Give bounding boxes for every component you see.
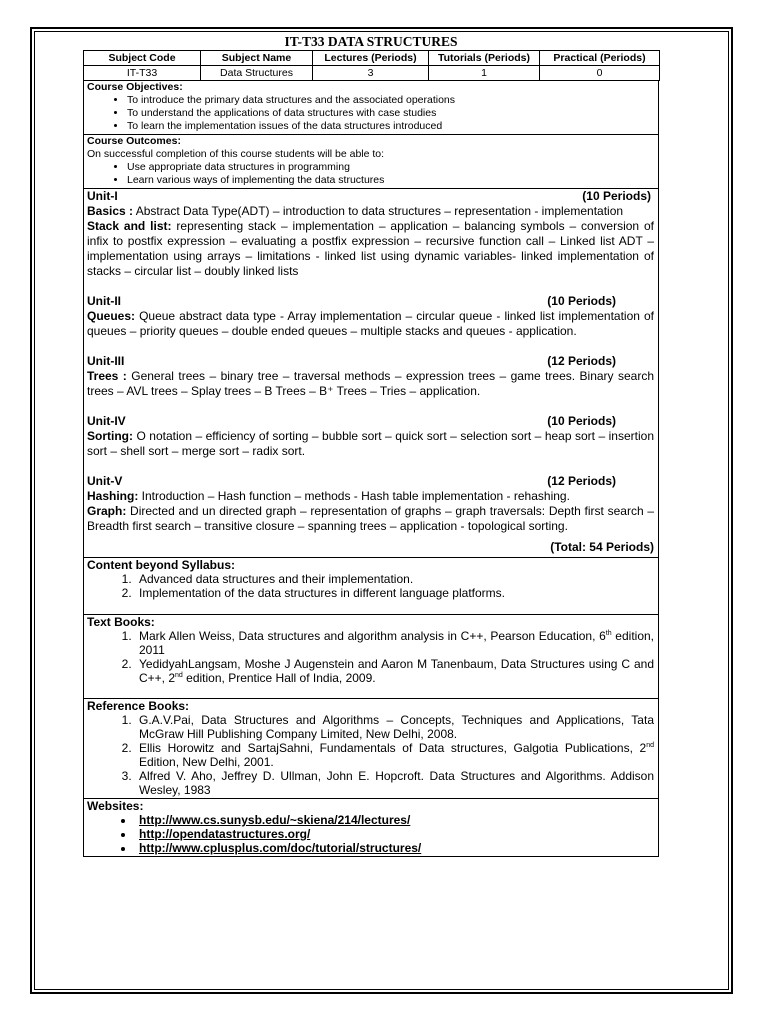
beyond-heading: Content beyond Syllabus: bbox=[87, 558, 236, 572]
unit-paragraph bbox=[87, 204, 654, 219]
websites-list bbox=[87, 813, 654, 855]
unit-paragraph bbox=[87, 369, 654, 399]
references-list bbox=[87, 713, 654, 797]
unit-paragraph bbox=[87, 309, 654, 339]
outcomes-heading: Course Outcomes: bbox=[87, 135, 181, 147]
header-cell: Subject Code bbox=[84, 51, 201, 66]
total-periods: (Total: 54 Periods) bbox=[550, 540, 654, 554]
list-item: • Learn various ways of implementing the data structures bbox=[127, 174, 654, 187]
beyond-list bbox=[87, 572, 654, 600]
topic-text: Directed and un directed graph – representation of graphs – graph traversals: Depth first search – Breadth first search – transitive closure – spanning trees – application - topological sorting. bbox=[87, 504, 654, 533]
topic-label: Graph: bbox=[87, 504, 127, 518]
list-item: 1. Advanced data structures and their implementation. bbox=[135, 572, 654, 586]
topic-label: Sorting: bbox=[87, 429, 133, 443]
topic-label: Hashing: bbox=[87, 489, 139, 503]
table-cell: 1 bbox=[429, 66, 540, 81]
websites-section bbox=[83, 799, 659, 857]
list-item: • To understand the applications of data structures with case studies bbox=[127, 107, 654, 120]
list-item: 1. Mark Allen Weiss, Data structures and algorithm analysis in C++, Pearson Education, 6th edition, 2011 bbox=[135, 629, 654, 657]
outcomes-list bbox=[87, 161, 654, 187]
list-item bbox=[135, 827, 654, 841]
unit-paragraph bbox=[87, 504, 654, 534]
table-cell: 0 bbox=[540, 66, 660, 81]
header-cell: Lectures (Periods) bbox=[313, 51, 429, 66]
textbooks-heading: Text Books: bbox=[87, 615, 155, 629]
table-cell: 3 bbox=[313, 66, 429, 81]
unit-name: Unit-II bbox=[87, 294, 121, 308]
unit-heading bbox=[87, 474, 654, 489]
list-item: • Use appropriate data structures in programming bbox=[127, 161, 654, 174]
topic-text: representing stack – implementation – application – balancing symbols – conversion of infix to postfix expression – evaluating a postfix expression – recursive function call – Linked list ADT – implementation using arrays – limitations - linked list using dynamic variables- linked implementation of stacks – circular list – doubly linked lists bbox=[87, 219, 655, 278]
unit-periods: (10 Periods) bbox=[582, 189, 651, 203]
subject-table-header-row bbox=[84, 51, 660, 66]
header-cell: Practical (Periods) bbox=[540, 51, 660, 66]
subject-table-row bbox=[84, 66, 660, 81]
topic-label: Stack and list: bbox=[87, 219, 172, 233]
unit-heading bbox=[87, 414, 654, 429]
content-beyond-section bbox=[83, 558, 659, 615]
website-link[interactable]: http://opendatastructures.org/ bbox=[139, 827, 311, 841]
list-item: • To learn the implementation issues of the data structures introduced bbox=[127, 120, 654, 133]
unit-name: Unit-V bbox=[87, 474, 123, 488]
topic-label: Queues: bbox=[87, 309, 136, 323]
topic-text: O notation – efficiency of sorting – bubble sort – quick sort – selection sort – heap sort – insertion sort – shell sort – merge sort – radix sort. bbox=[87, 429, 654, 458]
topic-text: General trees – binary tree – traversal methods – expression trees – game trees. Binary search trees – AVL trees – Splay trees – B Trees – B⁺ Trees – Tries – application. bbox=[87, 369, 654, 398]
subject-table bbox=[83, 50, 660, 81]
websites-heading: Websites: bbox=[87, 799, 144, 813]
unit-name: Unit-IV bbox=[87, 414, 126, 428]
unit-heading bbox=[87, 354, 654, 369]
topic-text: Queue abstract data type - Array implementation – circular queue - linked list implementation of queues – priority queues – double ended queues – multiple stacks and queues - application. bbox=[87, 309, 654, 338]
list-item bbox=[135, 841, 654, 855]
outcomes-intro: On successful completion of this course students will be able to: bbox=[87, 148, 385, 160]
unit-paragraph bbox=[87, 429, 654, 459]
list-item: 2. Ellis Horowitz and SartajSahni, Fundamentals of Data structures, Galgotia Publications, 2nd Edition, New Delhi, 2001. bbox=[135, 741, 654, 769]
topic-label: Trees : bbox=[87, 369, 127, 383]
topic-text: Abstract Data Type(ADT) – introduction to data structures – representation - implementation bbox=[133, 204, 624, 218]
header-cell: Subject Name bbox=[201, 51, 313, 66]
objectives-heading: Course Objectives: bbox=[87, 81, 183, 93]
unit-periods: (10 Periods) bbox=[547, 294, 616, 308]
table-cell: Data Structures bbox=[201, 66, 313, 81]
list-item: • To introduce the primary data structures and the associated operations bbox=[127, 94, 654, 107]
website-link[interactable]: http://www.cs.sunysb.edu/~skiena/214/lectures/ bbox=[139, 813, 411, 827]
unit-periods: (10 Periods) bbox=[547, 414, 616, 428]
unit-heading bbox=[87, 294, 654, 309]
header-cell: Tutorials (Periods) bbox=[429, 51, 540, 66]
unit-paragraph bbox=[87, 219, 654, 279]
list-item: 2. Implementation of the data structures in different language platforms. bbox=[135, 586, 654, 600]
units-section bbox=[83, 189, 659, 558]
unit-name: Unit-III bbox=[87, 354, 125, 368]
unit-paragraph bbox=[87, 489, 654, 504]
table-cell: IT-T33 bbox=[84, 66, 201, 81]
list-item bbox=[135, 813, 654, 827]
text-books-section bbox=[83, 615, 659, 699]
unit-periods: (12 Periods) bbox=[547, 354, 616, 368]
unit-heading bbox=[87, 189, 654, 204]
topic-text: Introduction – Hash function – methods - Hash table implementation - rehashing. bbox=[138, 489, 570, 503]
list-item: 3. Alfred V. Aho, Jeffrey D. Ullman, John E. Hopcroft. Data Structures and Algorithms. Addison Wesley, 1983 bbox=[135, 769, 654, 797]
references-heading: Reference Books: bbox=[87, 699, 190, 713]
syllabus-content bbox=[83, 50, 659, 857]
course-objectives-section bbox=[83, 81, 659, 135]
unit-name: Unit-I bbox=[87, 189, 118, 203]
unit-periods: (12 Periods) bbox=[547, 474, 616, 488]
list-item: 1. G.A.V.Pai, Data Structures and Algorithms – Concepts, Techniques and Applications, Tata McGraw Hill Publishing Company Limited, New Delhi, 2008. bbox=[135, 713, 654, 741]
objectives-list bbox=[87, 94, 654, 133]
textbooks-list bbox=[87, 629, 654, 685]
list-item: 2. YedidyahLangsam, Moshe J Augenstein and Aaron M Tanenbaum, Data Structures using C and C++, 2nd edition, Prentice Hall of India, 2009. bbox=[135, 657, 654, 685]
course-outcomes-section bbox=[83, 135, 659, 189]
website-link[interactable]: http://www.cplusplus.com/doc/tutorial/structures/ bbox=[139, 841, 422, 855]
reference-books-section bbox=[83, 699, 659, 799]
document-title: IT-T33 DATA STRUCTURES bbox=[284, 34, 458, 49]
topic-label: Basics : bbox=[87, 204, 134, 218]
